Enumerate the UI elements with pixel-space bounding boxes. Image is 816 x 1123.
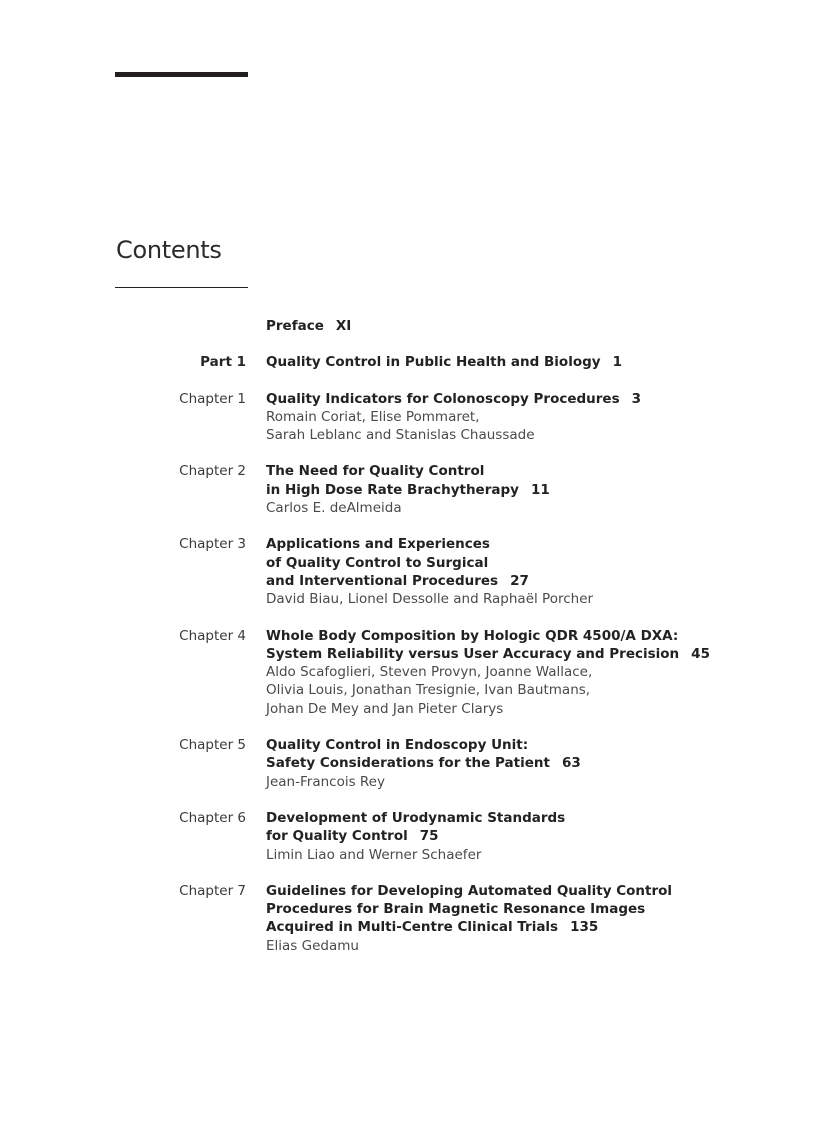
page-number: XI <box>335 318 352 334</box>
entry-title-text: for Quality Control <box>266 828 408 845</box>
entry-title-text: Safety Considerations for the Patient <box>266 755 550 772</box>
entry-title-line <box>266 827 796 845</box>
chapter-label: Chapter 3 <box>179 536 246 553</box>
entry-body <box>266 882 796 955</box>
page-title: Contents <box>116 236 222 264</box>
entry-title-text: The Need for Quality Control <box>266 463 485 480</box>
toc-entry <box>0 809 816 864</box>
entry-title-text: Quality Control in Endoscopy Unit: <box>266 737 529 754</box>
page-number: 135 <box>570 919 599 936</box>
toc-entry <box>0 317 816 335</box>
entry-body <box>266 809 796 864</box>
page-number: 3 <box>631 390 642 407</box>
author-line: Elias Gedamu <box>266 937 359 954</box>
chapter-label: Chapter 4 <box>179 627 246 644</box>
chapter-label: Chapter 7 <box>179 882 246 899</box>
entry-title-line <box>266 554 796 572</box>
author-line: Romain Coriat, Elise Pommaret, <box>266 408 480 425</box>
chapter-label: Chapter 1 <box>179 390 246 407</box>
part-label: Part 1 <box>200 354 246 371</box>
entry-body <box>266 535 796 608</box>
entry-title-text: of Quality Control to Surgical <box>266 554 489 571</box>
toc-entry <box>0 535 816 608</box>
entry-title-text: and Interventional Procedures <box>266 572 499 589</box>
entry-title-text: Development of Urodynamic Standards <box>266 809 566 826</box>
entry-body <box>266 736 796 791</box>
entry-body <box>266 353 796 371</box>
entry-title-line <box>266 627 796 645</box>
entry-title-line <box>266 390 796 408</box>
chapter-label: Chapter 6 <box>179 809 246 826</box>
author-line: Jean-Francois Rey <box>266 773 385 790</box>
entry-title-line <box>266 317 796 335</box>
chapter-label: Chapter 5 <box>179 737 246 754</box>
entry-title-line <box>266 918 796 936</box>
entry-title-text: Acquired in Multi-Centre Clinical Trials <box>266 919 559 936</box>
entry-title-line <box>266 535 796 553</box>
page-number: 11 <box>530 481 550 498</box>
author-line: Olivia Louis, Jonathan Tresignie, Ivan Bautmans, <box>266 682 591 699</box>
author-line: Carlos E. deAlmeida <box>266 500 402 517</box>
toc-entry <box>0 462 816 517</box>
entry-title-line <box>266 353 796 371</box>
entry-title-text: Whole Body Composition by Hologic QDR 4500/A DXA: <box>266 627 679 644</box>
entry-title-line <box>266 572 796 590</box>
author-line: Sarah Leblanc and Stanislas Chaussade <box>266 427 535 444</box>
entry-title-text: Quality Indicators for Colonoscopy Procedures <box>266 390 620 407</box>
entry-title-line <box>266 882 796 900</box>
entry-body <box>266 317 796 335</box>
top-rule <box>115 72 248 77</box>
toc-entry <box>0 736 816 791</box>
page-number: 75 <box>419 828 439 845</box>
entry-title-line <box>266 481 796 499</box>
entry-title-text: Procedures for Brain Magnetic Resonance Images <box>266 901 646 918</box>
entry-title-line <box>266 754 796 772</box>
entry-title-text: Preface <box>266 318 324 334</box>
toc-entry <box>0 390 816 445</box>
entry-title-line <box>266 462 796 480</box>
chapter-label: Chapter 2 <box>179 463 246 480</box>
entry-title-text: System Reliability versus User Accuracy and Precision <box>266 645 680 662</box>
entry-title-text: Guidelines for Developing Automated Quality Control <box>266 882 673 899</box>
toc-entry <box>0 353 816 371</box>
entry-body <box>266 390 796 445</box>
page-number: 1 <box>612 354 622 371</box>
entry-title-line <box>266 736 796 754</box>
page-number: 63 <box>561 755 581 772</box>
author-line: David Biau, Lionel Dessolle and Raphaël Porcher <box>266 591 594 608</box>
entry-body <box>266 462 796 517</box>
entry-body <box>266 627 796 718</box>
page-number: 45 <box>691 645 710 662</box>
author-line: Johan De Mey and Jan Pieter Clarys <box>266 700 504 717</box>
author-line: Aldo Scafoglieri, Steven Provyn, Joanne Wallace, <box>266 664 593 681</box>
page-number: 27 <box>510 572 529 589</box>
entry-title-line <box>266 645 796 663</box>
entry-title-text: in High Dose Rate Brachytherapy <box>266 481 519 498</box>
toc-entry <box>0 627 816 718</box>
title-rule <box>115 287 248 288</box>
entry-title-line <box>266 900 796 918</box>
entry-title-line <box>266 809 796 827</box>
table-of-contents <box>0 317 816 973</box>
entry-title-text: Quality Control in Public Health and Biology <box>266 354 601 371</box>
author-line: Limin Liao and Werner Schaefer <box>266 846 482 863</box>
toc-entry <box>0 882 816 955</box>
entry-title-text: Applications and Experiences <box>266 536 490 553</box>
